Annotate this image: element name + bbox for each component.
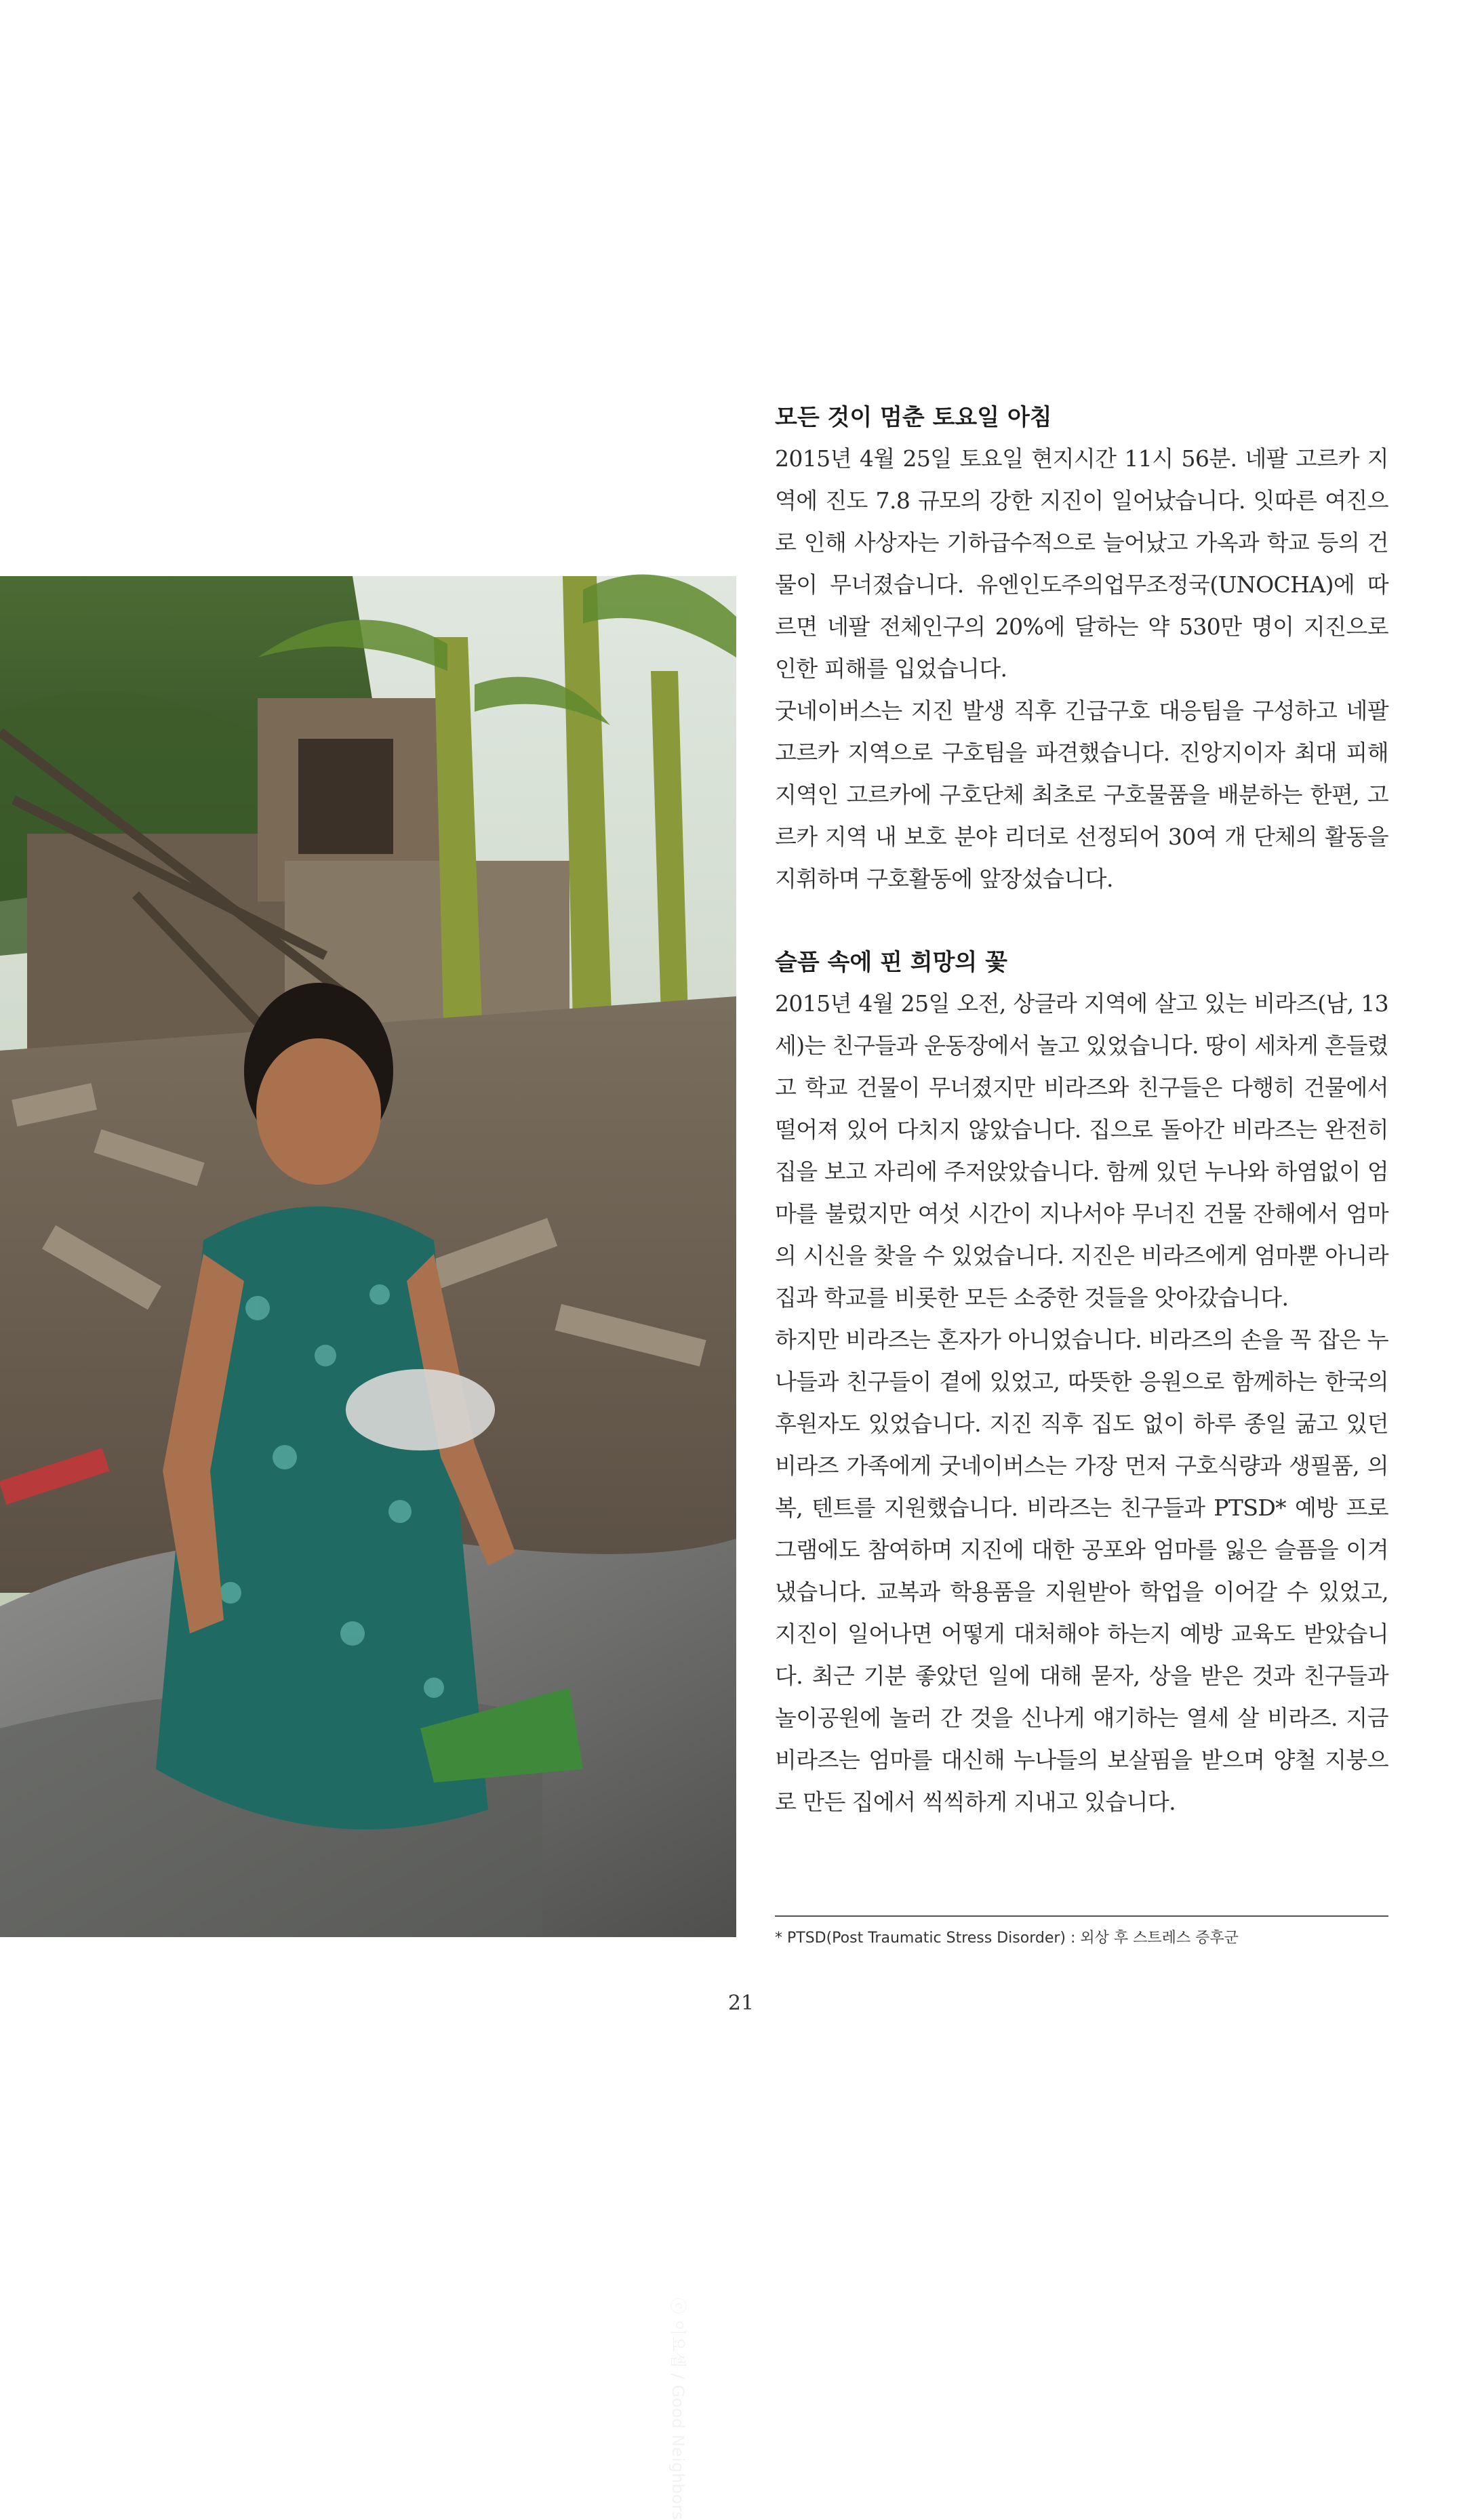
section1-paragraph-2: 굿네이버스는 지진 발생 직후 긴급구호 대응팀을 구성하고 네팔 고르카 지역으로 구호팀을 파견했습니다. 진앙지이자 최대 피해 지역인 고르카에 구호단체 최초로 구호물품을 배분하는 한편, 고르카 지역 내 보호 분야 리더로 선정되어 30여 개 단체의 활동을 지휘하며 구호활동에 앞장섰습니다. <box>775 697 1388 892</box>
page-number: 21 <box>727 1991 755 2015</box>
footnote-divider <box>775 1915 1388 1917</box>
section1-paragraph-1: 2015년 4월 25일 토요일 현지시간 11시 56분. 네팔 고르카 지역에 진도 7.8 규모의 강한 지진이 일어났습니다. 잇따른 여진으로 인해 사상자는 기하급수적으로 늘어났고 가옥과 학교 등의 건물이 무너졌습니다. 유엔인도주의업무조정국(UNOCHA)에 따르면 네팔 전체인구의 20%에 달하는 약 530만 명이 지진으로 인한 피해를 입었습니다. <box>775 445 1388 682</box>
section-title-2: 슬픔 속에 핀 희망의 꽃 <box>775 949 1007 976</box>
article-text-column <box>775 397 1388 1823</box>
photo-credit: ⓒ 이요셉 / Good Neighbors <box>668 2298 687 2520</box>
section-title-1: 모든 것이 멈춘 토요일 아침 <box>775 404 1052 431</box>
section2-paragraph-2: 하지만 비라즈는 혼자가 아니었습니다. 비라즈의 손을 꼭 잡은 누나들과 친구들이 곁에 있었고, 따뜻한 응원으로 함께하는 한국의 후원자도 있었습니다. 지진 직후 집도 없이 하루 종일 굶고 있던 비라즈 가족에게 굿네이버스는 가장 먼저 구호식량과 생필품, 의복, 텐트를 지원했습니다. 비라즈는 친구들과 PTSD* 예방 프로그램에도 참여하며 지진에 대한 공포와 엄마를 잃은 슬픔을 이겨냈습니다. 교복과 학용품을 지원받아 학업을 이어갈 수 있었고, 지진이 일어나면 어떻게 대처해야 하는지 예방 교육도 받았습니다. 최근 기분 좋았던 일에 대해 묻자, 상을 받은 것과 친구들과 놀이공원에 놀러 간 것을 신나게 얘기하는 열세 살 비라즈. 지금 비라즈는 엄마를 대신해 누나들의 보살핌을 받으며 양철 지붕으로 만든 집에서 씩씩하게 지내고 있습니다. <box>775 1326 1388 1815</box>
article-photo <box>0 576 736 2520</box>
photo-illustration-icon <box>0 576 736 1937</box>
section2-paragraph-1: 2015년 4월 25일 오전, 상글라 지역에 살고 있는 비라즈(남, 13세)는 친구들과 운동장에서 놀고 있었습니다. 땅이 세차게 흔들렸고 학교 건물이 무너졌지만 비라즈와 친구들은 다행히 건물에서 떨어져 있어 다치지 않았습니다. 집으로 돌아간 비라즈는 완전히 집을 보고 자리에 주저앉았습니다. 함께 있던 누나와 하염없이 엄마를 불렀지만 여섯 시간이 지나서야 무너진 건물 잔해에서 엄마의 시신을 찾을 수 있었습니다. 지진은 비라즈에게 엄마뿐 아니라 집과 학교를 비롯한 모든 소중한 것들을 앗아갔습니다. <box>775 990 1388 1311</box>
section-gap <box>775 900 1388 942</box>
footnote: * PTSD(Post Traumatic Stress Disorder) : 외상 후 스트레스 증후군 <box>775 1930 1239 1947</box>
